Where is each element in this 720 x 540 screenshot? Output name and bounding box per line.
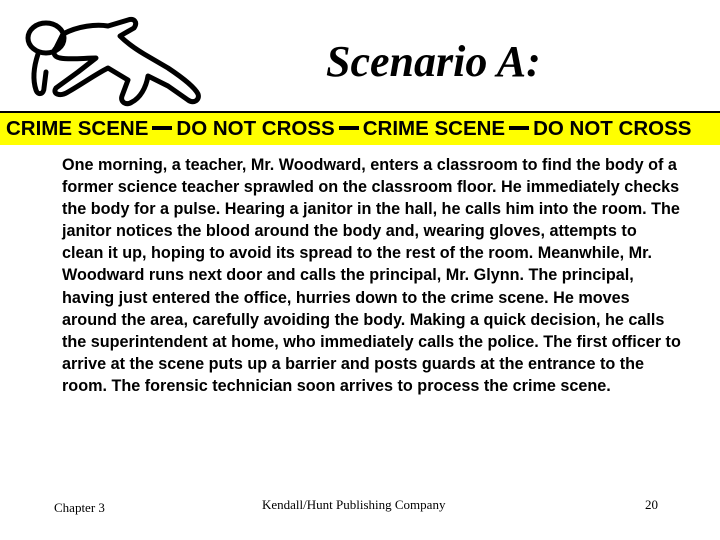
slide-title: Scenario A: <box>326 37 541 86</box>
tape-dash <box>339 126 359 130</box>
tape-dash <box>152 126 172 130</box>
footer-page-number: 20 <box>645 497 658 512</box>
tape-text <box>6 115 691 143</box>
tape-dash <box>509 126 529 130</box>
tape-segment: CRIME SCENE <box>362 117 506 140</box>
tape-segment: DO NOT CROSS <box>176 117 335 140</box>
scenario-text: One morning, a teacher, Mr. Woodward, enters a classroom to find the body of a former science teacher sprawled on the classroom floor. He immediately checks the body for a pulse. Hearing a janitor in the hall, he calls him into the room. The janitor notices the blood around the body and, wearing gloves, attempts to clean it up, hoping to avoid its spread to the rest of the room. Meanwhile, Mr. Woodward runs next door and calls the principal, Mr. Glynn. The principal, having just entered the office, hurries down to the crime scene. He moves around the area, carefully avoiding the body. Making a quick decision, he calls the superintendent at home, who immediately calls the police. The first officer to arrive at the scene puts up a barrier and posts guards at the entrance to the room. The forensic technician soon arrives to process the crime scene. <box>62 156 681 395</box>
tape-segment: CRIME SCENE <box>6 117 149 140</box>
footer-publisher: Kendall/Hunt Publishing Company <box>262 497 446 512</box>
crime-scene-tape <box>0 111 720 145</box>
tape-segment: DO NOT CROSS <box>533 117 692 140</box>
footer-chapter: Chapter 3 <box>54 500 105 515</box>
body-outline-icon <box>8 2 208 112</box>
